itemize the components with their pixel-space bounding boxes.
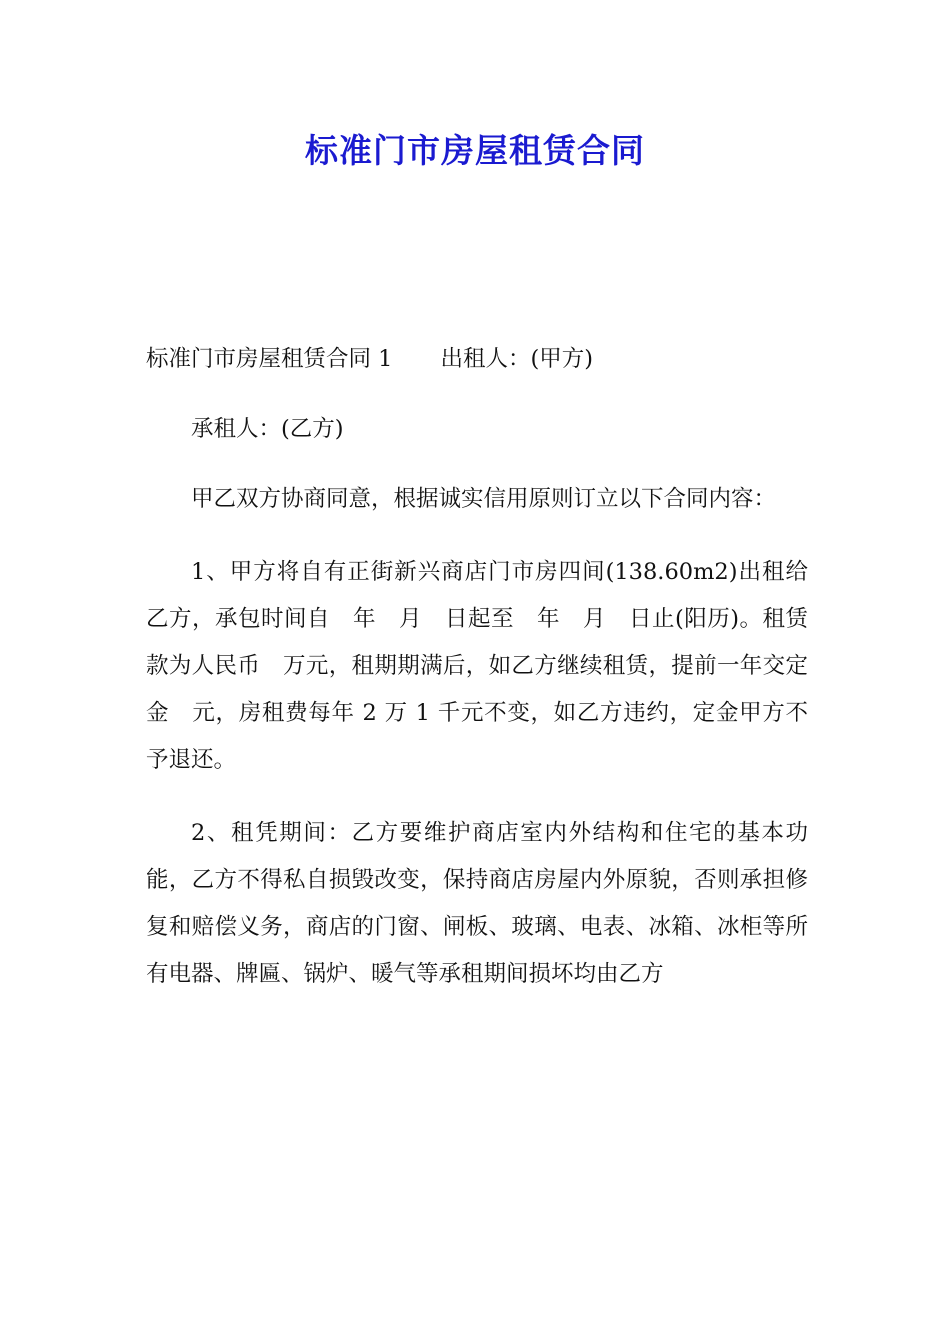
agreement-intro: 甲乙双方协商同意，根据诚实信用原则订立以下合同内容： (191, 486, 777, 512)
lessor-label: 出租人：(甲方) (440, 346, 594, 372)
clause-1: 1、甲方将自有正街新兴商店门市房四间(138.60m2)出租给乙方，承包时间自 年 月 日起至 年 月 日止(阳历)。租赁款为人民币 万元，租期期满后，如乙方继续租赁，提前一年交定金 元，房租费每年 2 万 1 千元不变，如乙方违约，定金甲方不予退还。 (146, 559, 808, 773)
document-title: 标准门市房屋租赁合同 (305, 131, 645, 170)
lessee-line: 承租人：(乙方) (191, 416, 344, 442)
heading-line (146, 336, 808, 383)
document-body (146, 336, 808, 998)
contract-name: 标准门市房屋租赁合同 1 (146, 346, 393, 372)
clause-2: 2、租凭期间：乙方要维护商店室内外结构和住宅的基本功能，乙方不得私自损毁改变，保持商店房屋内外原貌，否则承担修复和赔偿义务，商店的门窗、闸板、玻璃、电表、冰箱、冰柜等所有电器、牌匾、锅炉、暖气等承租期间损坏均由乙方 (146, 820, 808, 987)
